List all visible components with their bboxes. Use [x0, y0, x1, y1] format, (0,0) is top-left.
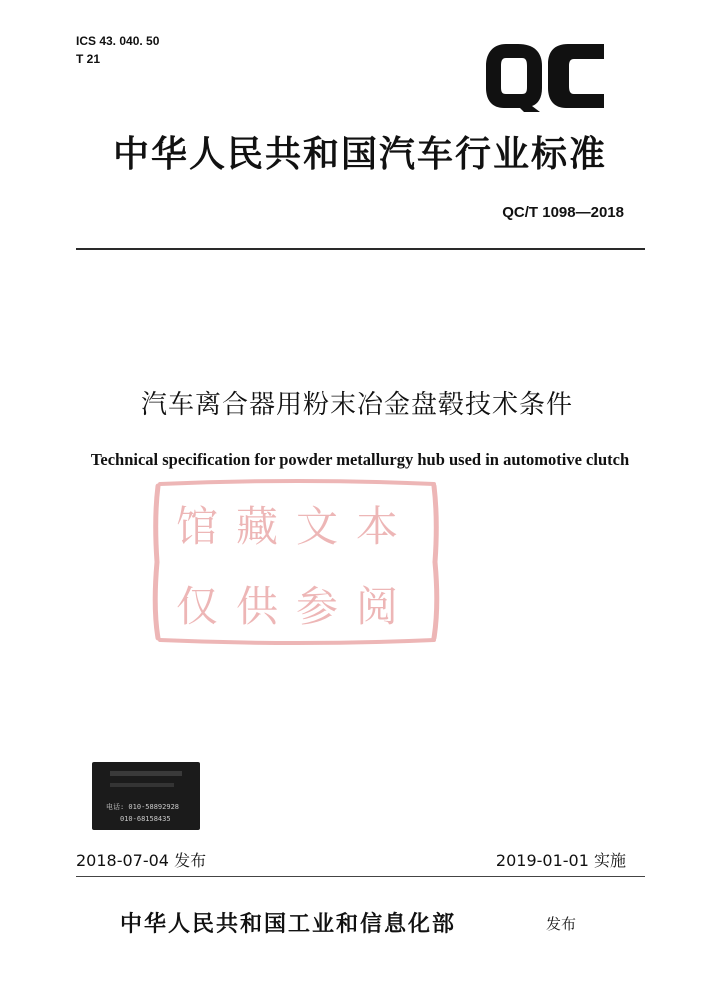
- ccs-code: T 21: [76, 52, 101, 66]
- document-title-zh: 汽车离合器用粉末冶金盘毂技术条件: [140, 390, 573, 420]
- sticker-blurred-line-2: [110, 783, 174, 787]
- implementation-date: 2019-01-01 实施: [495, 851, 626, 870]
- header-divider: [76, 248, 645, 250]
- footer-divider: [76, 876, 645, 877]
- standard-number: QC/T 1098—2018: [502, 204, 624, 221]
- qc-logo: [484, 44, 606, 112]
- sticker-blurred-line-1: [110, 771, 182, 776]
- sticker-phone-1: 电话: 010-58892928: [106, 803, 180, 811]
- issuing-authority: 中华人民共和国工业和信息化部: [120, 911, 457, 937]
- document-title-en: Technical specification for powder metallurgy hub used in automotive clutch: [90, 450, 630, 469]
- issuing-label: 发布: [546, 915, 577, 933]
- industry-standard-title: 中华人民共和国汽车行业标准: [112, 133, 607, 175]
- stamp-line-2: 仅供参阅: [175, 582, 416, 631]
- ics-code: ICS 43. 040. 50: [76, 34, 160, 48]
- stamp-line-1: 馆藏文本: [175, 502, 416, 551]
- distributor-sticker: [92, 762, 200, 830]
- issue-date: 2018-07-04 发布: [76, 851, 207, 870]
- classification-codes: [76, 32, 159, 68]
- sticker-phone-2: 010-68158435: [120, 815, 171, 823]
- library-stamp: [148, 478, 444, 646]
